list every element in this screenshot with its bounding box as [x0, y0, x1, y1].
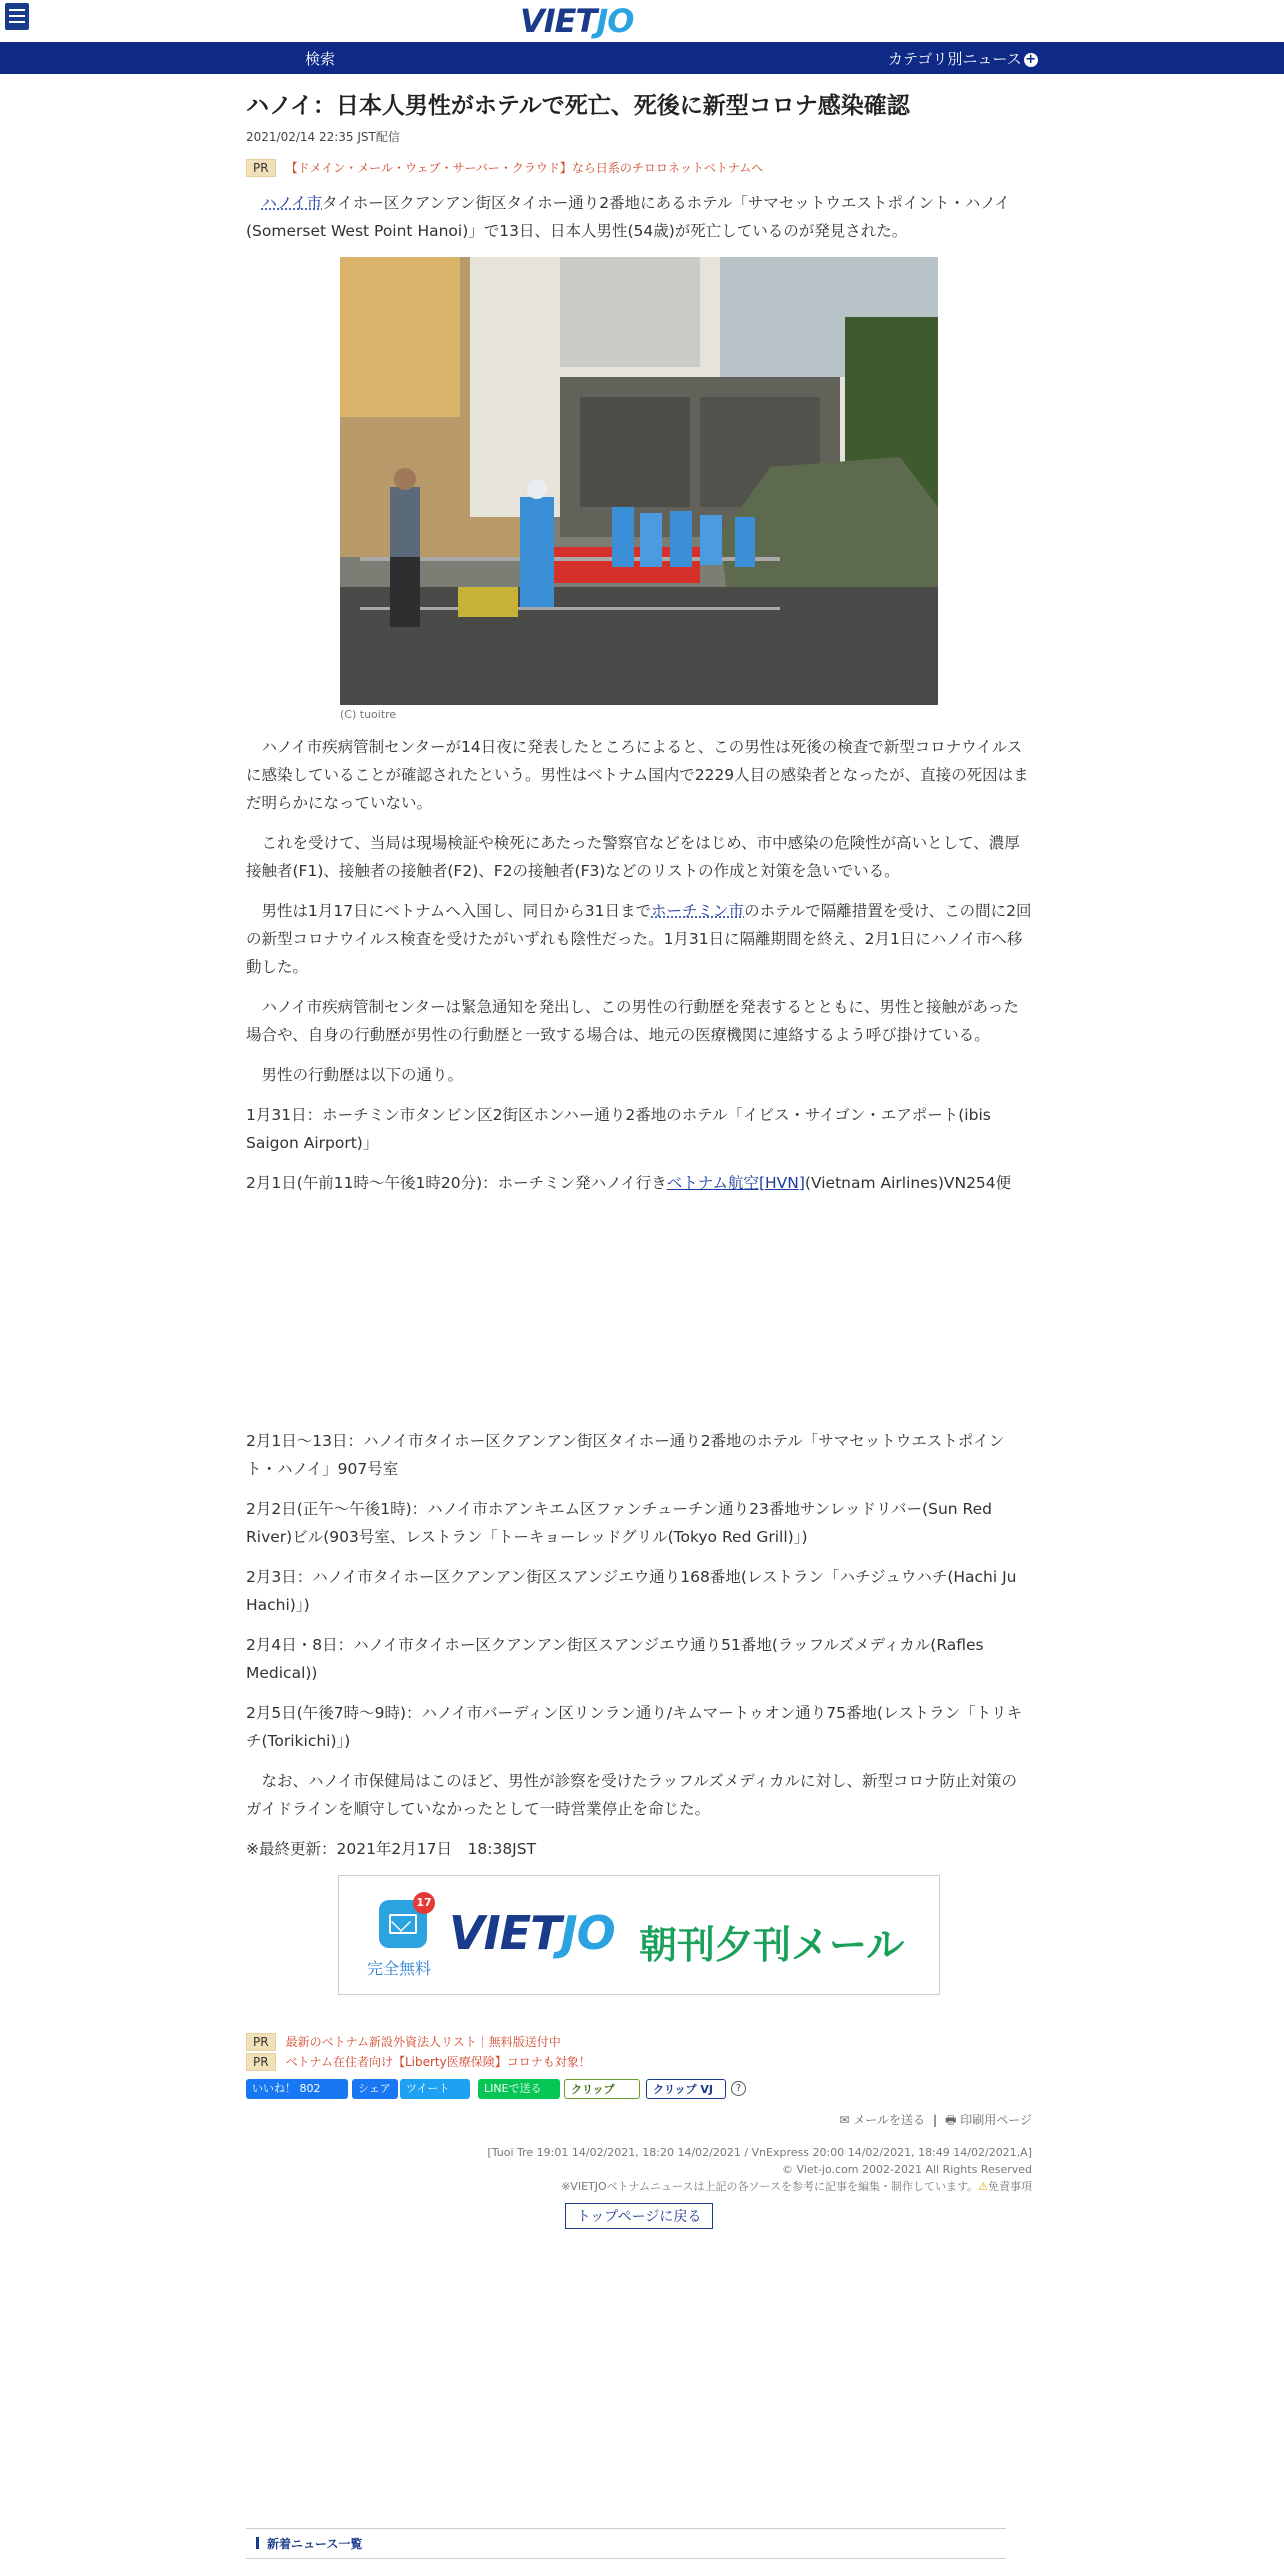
- ad-space: [246, 1197, 1032, 1415]
- send-mail-link[interactable]: ✉ メールを送る: [839, 2113, 926, 2127]
- pr-link-2-text: ベトナム在住者向け【Liberty医療保険】コロナも対象！: [285, 2055, 591, 2069]
- nav-category-link[interactable]: [888, 48, 1038, 69]
- pr-link-2[interactable]: [246, 2053, 1032, 2071]
- back-to-top-button[interactable]: トップページに戻る: [565, 2203, 713, 2229]
- photo-illustration: [340, 257, 938, 705]
- photo-caption: (C) tuoitre: [340, 708, 397, 721]
- top-header: [0, 0, 1284, 42]
- send-mail-label: メールを送る: [853, 2113, 926, 2127]
- editorial-note-text: ※VIETJOベトナムニュースは上記の各ソースを参考に記事を編集・制作しています。: [561, 2180, 979, 2193]
- banner-logo-viet: VIET: [449, 1906, 561, 1960]
- paragraph-4-text-a: 男性は1月17日にベトナムへ入国し、同日から31日まで: [261, 902, 652, 920]
- nav-category-label: カテゴリ別ニュース: [888, 50, 1022, 68]
- print-page-label: 印刷用ページ: [960, 2113, 1032, 2127]
- latest-news-heading[interactable]: 新着ニュース一覧: [246, 2528, 1006, 2559]
- clip-button[interactable]: クリップ: [564, 2079, 640, 2099]
- article-photo: [340, 257, 938, 721]
- timeline-item-4: 2月2日(正午～午後1時)：ハノイ市ホアンキエム区ファンチューチン通り23番地サンレッドリバー(Sun Red River)ビル(903号室、レストラン「トーキョーレッドグリル(Tokyo Red Grill)」): [246, 1500, 992, 1546]
- vietnam-airlines-link[interactable]: ベトナム航空[HVN]: [666, 1174, 805, 1192]
- pr-link-1-text: 最新のベトナム新設外資法人リスト｜無料版送付中: [285, 2035, 561, 2049]
- tools-divider: |: [933, 2113, 938, 2127]
- hamburger-menu-icon[interactable]: [5, 3, 29, 30]
- paragraph-2: ハノイ市疾病管制センターが14日夜に発表したところによると、この男性は死後の検査で新型コロナウイルスに感染していることが確認されたという。男性はベトナム国内で2229人目の感染者となったが、直接の死因はまだ明らかになっていない。: [246, 738, 1029, 812]
- timeline-item-3: 2月1日～13日：ハノイ市タイホー区クアンアン街区タイホー通り2番地のホテル「サマセットウエストポイント・ハノイ」907号室: [246, 1432, 1005, 1478]
- paragraph-1: [246, 189, 1032, 245]
- timeline-item-2-text-a: 2月1日(午前11時～午後1時20分)：ホーチミン発ハノイ行き: [246, 1174, 667, 1192]
- article-tools: [246, 2111, 1032, 2132]
- paragraph-1-text: タイホー区クアンアン街区タイホー通り2番地にあるホテル「サマセットウエストポイント・ハノイ(Somerset West Point Hanoi)」で13日、日本人男性(54歳)が死亡しているのが発見された。: [246, 194, 1010, 240]
- tweet-button[interactable]: ツイート: [400, 2079, 470, 2099]
- timeline-item-5: 2月3日：ハノイ市タイホー区クアンアン街区スアンジエウ通り168番地(レストラン「ハチジュウハチ(Hachi Ju Hachi)」): [246, 1568, 1017, 1614]
- facebook-share-button[interactable]: シェア: [352, 2079, 398, 2099]
- paragraph-6: 男性の行動歴は以下の通り。: [261, 1066, 464, 1084]
- line-share-button[interactable]: LINEで送る: [478, 2079, 560, 2099]
- pr-link-text: 【ドメイン・メール・ウェブ・サーバー・クラウド】なら日系のチロロネットベトナムへ: [285, 161, 764, 175]
- article: [246, 90, 1032, 2229]
- hanoi-link[interactable]: ハノイ市: [261, 194, 323, 212]
- timeline-item-7: 2月5日(午後7時～9時)：ハノイ市バーディン区リンラン通り/キムマートゥオン通り75番地(レストラン「トリキチ(Torikichi)」): [246, 1704, 1023, 1750]
- newsletter-banner[interactable]: [338, 1875, 940, 1995]
- timeline-item-2-text-b: (Vietnam Airlines)VN254便: [804, 1174, 1012, 1192]
- facebook-like-button[interactable]: いいね！ 802: [246, 2079, 348, 2099]
- vj-clip-button[interactable]: クリップ VJ: [646, 2079, 726, 2099]
- pr-link-top[interactable]: [246, 159, 1032, 177]
- pr-badge: PR: [246, 159, 276, 177]
- logo-jo: JO: [596, 2, 634, 40]
- timeline-item-1: 1月31日：ホーチミン市タンビン区2街区ホンハー通り2番地のホテル「イビス・サイゴン・エアポート(ibis Saigon Airport)」: [246, 1106, 991, 1152]
- pr-list: [246, 2033, 1032, 2071]
- paragraph-4-text-b: のホテルで隔離措置を受け、この間に2回の新型コロナウイルス検査を受けたがいずれも陰性だった。1月31日に隔離期間を終え、2月1日にハノイ市へ移動した。: [246, 902, 1032, 976]
- pr-badge: PR: [246, 2053, 276, 2071]
- paragraph-7: なお、ハノイ市保健局はこのほど、男性が診察を受けたラッフルズメディカルに対し、新型コロナ防止対策のガイドラインを順守していなかったとして一時営業停止を命じた。: [246, 1772, 1017, 1818]
- paragraph-3: これを受けて、当局は現場検証や検死にあたった警察官などをはじめ、市中感染の危険性が高いとして、濃厚接触者(F1)、接触者の接触者(F2)、F2の接触者(F3)などのリストの作成と対策を急いでいる。: [246, 834, 1020, 880]
- paragraph-5: ハノイ市疾病管制センターは緊急通知を発出し、この男性の行動歴を発表するとともに、男性と接触があった場合や、自身の行動歴が男性の行動歴と一致する場合は、地元の医療機関に連絡するよう呼び掛けている。: [246, 998, 1019, 1044]
- timeline-item-2: [246, 1169, 1032, 1197]
- social-buttons: [246, 2079, 1032, 2101]
- copyright-line: © Viet-jo.com 2002-2021 All Rights Reserved: [782, 2163, 1032, 2176]
- paragraph-4: [246, 897, 1032, 981]
- print-page-link[interactable]: 🖶 印刷用ページ: [945, 2113, 1032, 2127]
- pr-link-1[interactable]: [246, 2033, 1032, 2051]
- hotel-photo: [340, 257, 938, 705]
- warning-icon: ⚠: [978, 2180, 988, 2193]
- banner-title: 朝刊夕刊メール: [639, 1923, 905, 1967]
- last-updated: ※最終更新：2021年2月17日 18:38JST: [246, 1840, 537, 1858]
- source-info: [246, 2144, 1032, 2195]
- help-icon[interactable]: ?: [731, 2081, 746, 2096]
- logo-viet: VIET: [520, 2, 597, 40]
- source-line: [Tuoi Tre 19:01 14/02/2021, 18:20 14/02/2021 / VnExpress 20:00 14/02/2021, 18:49 14/02/2021,A]: [487, 2146, 1032, 2159]
- mail-count-badge: 17: [413, 1892, 435, 1914]
- free-label: 完全無料: [367, 1959, 432, 1978]
- hcmc-link[interactable]: ホーチミン市: [651, 902, 745, 920]
- disclaimer-link[interactable]: 免責事項: [988, 2180, 1032, 2193]
- banner-logo: [449, 1906, 615, 1960]
- nav-search-link[interactable]: 検索: [305, 50, 336, 68]
- pr-badge: PR: [246, 2033, 276, 2051]
- nav-bar: [0, 42, 1284, 74]
- timeline-item-6: 2月4日・8日：ハノイ市タイホー区クアンアン街区スアンジエウ通り51番地(ラッフルズメディカル(Rafles Medical)): [246, 1636, 984, 1682]
- article-date: 2021/02/14 22:35 JST配信: [246, 130, 400, 144]
- site-logo[interactable]: [520, 2, 633, 40]
- article-title: ハノイ：日本人男性がホテルで死亡、死後に新型コロナ感染確認: [246, 93, 910, 119]
- banner-logo-jo: JO: [560, 1906, 615, 1960]
- plus-icon: +: [1025, 52, 1037, 67]
- editorial-note: [246, 2178, 1032, 2195]
